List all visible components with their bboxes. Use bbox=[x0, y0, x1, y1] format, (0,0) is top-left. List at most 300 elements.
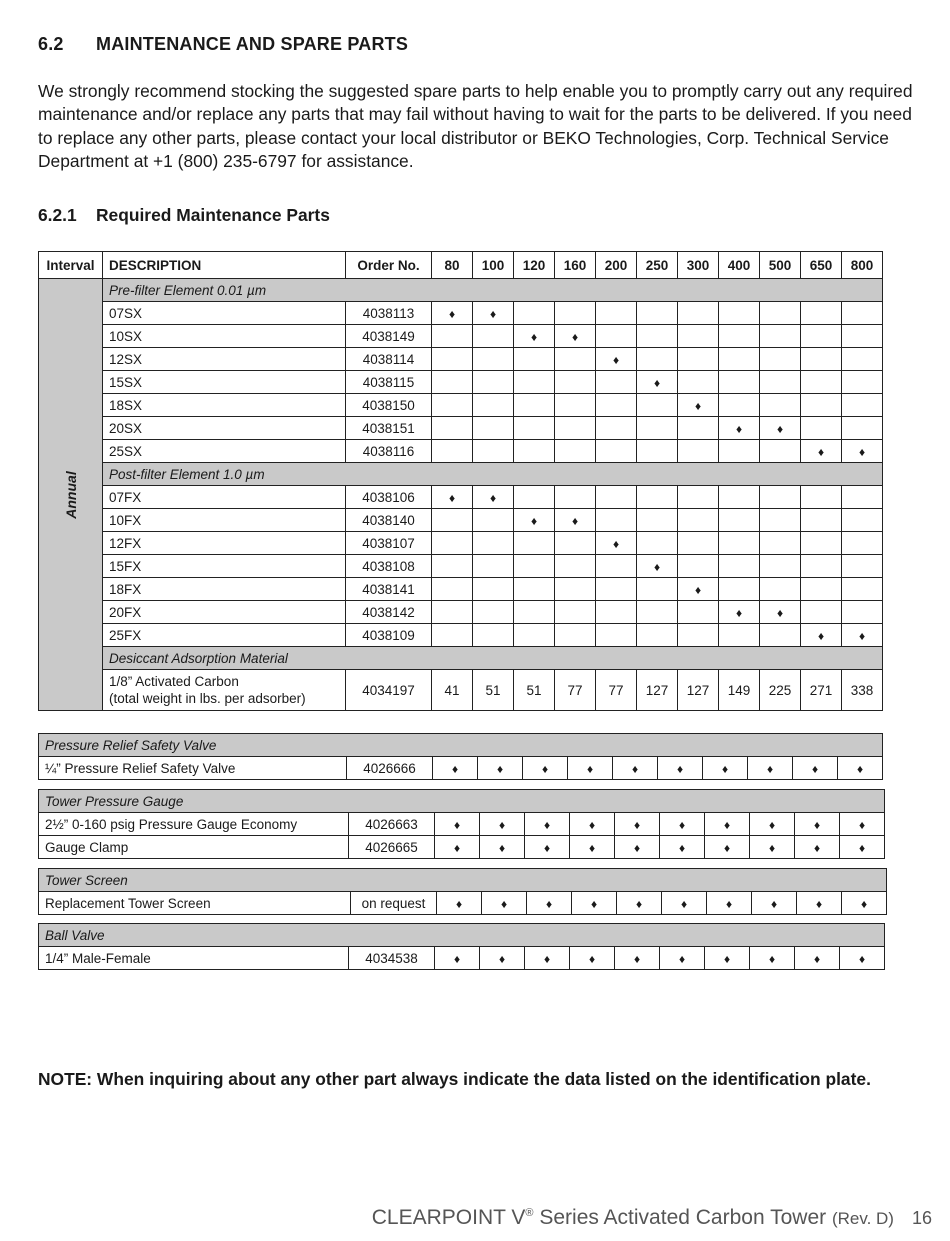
order-number: 4026663 bbox=[349, 813, 435, 836]
model-cell bbox=[555, 348, 596, 371]
group-row bbox=[39, 869, 887, 892]
subsection-heading bbox=[38, 205, 330, 226]
diamond-marker-icon: ♦ bbox=[500, 896, 508, 911]
model-cell bbox=[432, 440, 473, 463]
model-cell bbox=[637, 624, 678, 647]
model-cell bbox=[842, 371, 883, 394]
model-cell bbox=[637, 417, 678, 440]
model-cell bbox=[596, 486, 637, 509]
diamond-marker-icon: ♦ bbox=[858, 840, 866, 855]
model-cell bbox=[750, 836, 795, 859]
model-cell bbox=[842, 578, 883, 601]
diamond-marker-icon: ♦ bbox=[766, 761, 774, 776]
model-cell bbox=[660, 947, 705, 970]
table-row bbox=[39, 417, 883, 440]
model-cell bbox=[432, 486, 473, 509]
parts-table bbox=[38, 789, 885, 859]
model-cell bbox=[842, 601, 883, 624]
model-cell bbox=[555, 302, 596, 325]
model-cell bbox=[514, 624, 555, 647]
model-cell bbox=[555, 486, 596, 509]
model-cell bbox=[637, 555, 678, 578]
subsection-title: Required Maintenance Parts bbox=[96, 205, 330, 225]
order-number: 4026666 bbox=[347, 757, 433, 780]
order-number: 4038149 bbox=[346, 325, 432, 348]
model-cell bbox=[719, 532, 760, 555]
diamond-marker-icon: ♦ bbox=[588, 951, 596, 966]
model-cell bbox=[801, 417, 842, 440]
model-cell bbox=[678, 394, 719, 417]
order-number: 4038107 bbox=[346, 532, 432, 555]
table-row bbox=[39, 394, 883, 417]
diamond-marker-icon: ♦ bbox=[455, 896, 463, 911]
model-cell bbox=[842, 325, 883, 348]
group-title: Pre-filter Element 0.01 µm bbox=[103, 279, 883, 302]
model-cell bbox=[523, 757, 568, 780]
model-cell bbox=[840, 813, 885, 836]
diamond-marker-icon: ♦ bbox=[861, 896, 868, 911]
model-cell bbox=[719, 371, 760, 394]
model-cell bbox=[555, 555, 596, 578]
model-cell bbox=[750, 813, 795, 836]
model-cell bbox=[678, 302, 719, 325]
diamond-marker-icon: ♦ bbox=[858, 628, 866, 643]
weight-value: 225 bbox=[760, 670, 801, 711]
model-cell bbox=[637, 601, 678, 624]
group-title: Pressure Relief Safety Valve bbox=[39, 734, 883, 757]
model-cell bbox=[637, 348, 678, 371]
model-cell bbox=[514, 440, 555, 463]
order-number: 4034197 bbox=[346, 670, 432, 711]
model-header-300: 300 bbox=[678, 252, 719, 279]
model-cell bbox=[514, 532, 555, 555]
weight-value: 77 bbox=[555, 670, 596, 711]
model-header-500: 500 bbox=[760, 252, 801, 279]
model-header-80: 80 bbox=[432, 252, 473, 279]
model-cell bbox=[480, 813, 525, 836]
weight-value: 51 bbox=[514, 670, 555, 711]
model-cell bbox=[801, 555, 842, 578]
model-cell bbox=[719, 325, 760, 348]
model-cell bbox=[719, 417, 760, 440]
model-cell bbox=[842, 302, 883, 325]
diamond-marker-icon: ♦ bbox=[813, 951, 821, 966]
order-number: on request bbox=[351, 892, 437, 915]
model-cell bbox=[678, 624, 719, 647]
model-cell bbox=[801, 509, 842, 532]
model-cell bbox=[840, 947, 885, 970]
diamond-marker-icon: ♦ bbox=[612, 536, 620, 551]
model-cell bbox=[437, 892, 482, 915]
model-cell bbox=[432, 302, 473, 325]
diamond-marker-icon: ♦ bbox=[725, 896, 733, 911]
model-cell bbox=[760, 509, 801, 532]
parts-table bbox=[38, 733, 883, 780]
model-cell bbox=[760, 532, 801, 555]
model-cell bbox=[760, 578, 801, 601]
model-cell bbox=[615, 813, 660, 836]
model-cell bbox=[705, 813, 750, 836]
model-cell bbox=[719, 509, 760, 532]
model-cell bbox=[480, 836, 525, 859]
model-cell bbox=[842, 555, 883, 578]
part-description: ¼” Pressure Relief Safety Valve bbox=[39, 757, 347, 780]
model-cell bbox=[678, 555, 719, 578]
model-cell bbox=[801, 440, 842, 463]
diamond-marker-icon: ♦ bbox=[856, 761, 864, 776]
model-cell bbox=[473, 417, 514, 440]
model-cell bbox=[637, 578, 678, 601]
model-cell bbox=[752, 892, 797, 915]
model-cell bbox=[637, 371, 678, 394]
table-row bbox=[39, 836, 885, 859]
table-row bbox=[39, 578, 883, 601]
diamond-marker-icon: ♦ bbox=[680, 896, 688, 911]
table-header-row bbox=[39, 252, 883, 279]
weight-value: 338 bbox=[842, 670, 883, 711]
model-cell bbox=[596, 555, 637, 578]
diamond-marker-icon: ♦ bbox=[571, 513, 579, 528]
model-cell bbox=[719, 486, 760, 509]
model-cell bbox=[432, 509, 473, 532]
order-number: 4038116 bbox=[346, 440, 432, 463]
model-header-160: 160 bbox=[555, 252, 596, 279]
model-cell bbox=[555, 601, 596, 624]
diamond-marker-icon: ♦ bbox=[735, 605, 743, 620]
table-row bbox=[39, 670, 883, 711]
diamond-marker-icon: ♦ bbox=[776, 605, 784, 620]
diamond-marker-icon: ♦ bbox=[453, 817, 461, 832]
model-header-800: 800 bbox=[842, 252, 883, 279]
model-cell bbox=[596, 601, 637, 624]
model-cell bbox=[570, 947, 615, 970]
model-cell bbox=[615, 947, 660, 970]
footer-registered-mark: ® bbox=[525, 1207, 534, 1219]
maintenance-parts-table bbox=[38, 251, 883, 711]
footer bbox=[372, 1206, 932, 1230]
table-row bbox=[39, 813, 885, 836]
group-title: Tower Screen bbox=[39, 869, 887, 892]
model-cell bbox=[473, 578, 514, 601]
model-cell bbox=[703, 757, 748, 780]
diamond-marker-icon: ♦ bbox=[453, 840, 461, 855]
weight-value: 127 bbox=[678, 670, 719, 711]
part-description: 25FX bbox=[103, 624, 346, 647]
parts-table bbox=[38, 868, 887, 915]
weight-value: 149 bbox=[719, 670, 760, 711]
model-cell bbox=[801, 394, 842, 417]
model-cell bbox=[719, 348, 760, 371]
model-cell bbox=[637, 394, 678, 417]
model-cell bbox=[555, 394, 596, 417]
diamond-marker-icon: ♦ bbox=[735, 421, 743, 436]
group-row bbox=[39, 463, 883, 486]
section-title: MAINTENANCE AND SPARE PARTS bbox=[96, 34, 409, 54]
model-cell bbox=[637, 486, 678, 509]
model-cell bbox=[719, 555, 760, 578]
diamond-marker-icon: ♦ bbox=[768, 817, 776, 832]
model-cell bbox=[705, 836, 750, 859]
model-cell bbox=[432, 555, 473, 578]
model-cell bbox=[760, 371, 801, 394]
model-cell bbox=[568, 757, 613, 780]
group-row bbox=[39, 790, 885, 813]
diamond-marker-icon: ♦ bbox=[723, 817, 731, 832]
diamond-marker-icon: ♦ bbox=[543, 951, 551, 966]
model-cell bbox=[678, 532, 719, 555]
part-description: 20FX bbox=[103, 601, 346, 624]
diamond-marker-icon: ♦ bbox=[858, 444, 866, 459]
diamond-marker-icon: ♦ bbox=[817, 628, 825, 643]
model-cell bbox=[797, 892, 842, 915]
diamond-marker-icon: ♦ bbox=[694, 582, 702, 597]
model-cell bbox=[678, 325, 719, 348]
group-row bbox=[39, 279, 883, 302]
model-cell bbox=[432, 601, 473, 624]
diamond-marker-icon: ♦ bbox=[676, 761, 684, 776]
model-cell bbox=[432, 348, 473, 371]
table-row bbox=[39, 440, 883, 463]
diamond-marker-icon: ♦ bbox=[498, 840, 506, 855]
diamond-marker-icon: ♦ bbox=[633, 951, 641, 966]
part-description: 07FX bbox=[103, 486, 346, 509]
model-cell bbox=[473, 509, 514, 532]
model-cell bbox=[473, 624, 514, 647]
model-cell bbox=[678, 486, 719, 509]
part-description: 12FX bbox=[103, 532, 346, 555]
diamond-marker-icon: ♦ bbox=[530, 329, 538, 344]
diamond-marker-icon: ♦ bbox=[543, 840, 551, 855]
model-header-200: 200 bbox=[596, 252, 637, 279]
model-cell bbox=[525, 813, 570, 836]
model-cell bbox=[760, 601, 801, 624]
diamond-marker-icon: ♦ bbox=[612, 352, 620, 367]
part-description: 12SX bbox=[103, 348, 346, 371]
model-cell bbox=[795, 947, 840, 970]
model-cell bbox=[527, 892, 572, 915]
footer-title-rest: Series Activated Carbon Tower bbox=[533, 1206, 832, 1229]
model-cell bbox=[435, 836, 480, 859]
description-header: DESCRIPTION bbox=[103, 252, 346, 279]
diamond-marker-icon: ♦ bbox=[768, 951, 776, 966]
diamond-marker-icon: ♦ bbox=[451, 761, 459, 776]
part-description: 20SX bbox=[103, 417, 346, 440]
model-cell bbox=[555, 509, 596, 532]
model-cell bbox=[473, 486, 514, 509]
model-cell bbox=[842, 892, 887, 915]
table-row bbox=[39, 892, 887, 915]
model-cell bbox=[473, 348, 514, 371]
order-number: 4026665 bbox=[349, 836, 435, 859]
table-row bbox=[39, 947, 885, 970]
model-cell bbox=[842, 348, 883, 371]
model-cell bbox=[596, 578, 637, 601]
model-cell bbox=[801, 601, 842, 624]
model-cell bbox=[478, 757, 523, 780]
weight-value: 127 bbox=[637, 670, 678, 711]
model-cell bbox=[432, 532, 473, 555]
model-cell bbox=[432, 371, 473, 394]
model-cell bbox=[514, 555, 555, 578]
order-number: 4034538 bbox=[349, 947, 435, 970]
model-cell bbox=[433, 757, 478, 780]
model-cell bbox=[570, 813, 615, 836]
model-cell bbox=[842, 509, 883, 532]
model-cell bbox=[555, 532, 596, 555]
model-cell bbox=[514, 417, 555, 440]
model-cell bbox=[555, 325, 596, 348]
parts-table bbox=[38, 923, 885, 970]
model-cell bbox=[432, 578, 473, 601]
model-cell bbox=[750, 947, 795, 970]
part-description: 10FX bbox=[103, 509, 346, 532]
diamond-marker-icon: ♦ bbox=[453, 951, 461, 966]
model-cell bbox=[596, 371, 637, 394]
part-description: 25SX bbox=[103, 440, 346, 463]
model-cell bbox=[760, 486, 801, 509]
part-description: 18SX bbox=[103, 394, 346, 417]
interval-header: Interval bbox=[39, 252, 103, 279]
part-description: 15SX bbox=[103, 371, 346, 394]
page-number: 16 bbox=[911, 1208, 932, 1228]
group-title: Post-filter Element 1.0 µm bbox=[103, 463, 883, 486]
weight-value: 271 bbox=[801, 670, 842, 711]
group-row bbox=[39, 924, 885, 947]
model-cell bbox=[514, 348, 555, 371]
model-cell bbox=[801, 532, 842, 555]
model-cell bbox=[719, 302, 760, 325]
diamond-marker-icon: ♦ bbox=[541, 761, 549, 776]
model-cell bbox=[719, 394, 760, 417]
part-description-line2: (total weight in lbs. per adsorber) bbox=[109, 691, 306, 706]
model-cell bbox=[678, 371, 719, 394]
model-cell bbox=[801, 578, 842, 601]
diamond-marker-icon: ♦ bbox=[723, 840, 731, 855]
weight-value: 77 bbox=[596, 670, 637, 711]
diamond-marker-icon: ♦ bbox=[723, 951, 731, 966]
model-cell bbox=[760, 325, 801, 348]
section-heading bbox=[38, 34, 408, 55]
order-number: 4038106 bbox=[346, 486, 432, 509]
model-cell bbox=[615, 836, 660, 859]
part-description bbox=[103, 670, 346, 711]
group-title: Ball Valve bbox=[39, 924, 885, 947]
model-cell bbox=[678, 348, 719, 371]
diamond-marker-icon: ♦ bbox=[776, 421, 784, 436]
weight-value: 41 bbox=[432, 670, 473, 711]
diamond-marker-icon: ♦ bbox=[768, 840, 776, 855]
model-cell bbox=[514, 302, 555, 325]
model-cell bbox=[514, 578, 555, 601]
model-cell bbox=[801, 302, 842, 325]
footer-title: CLEARPOINT V bbox=[371, 1206, 526, 1229]
model-cell bbox=[760, 348, 801, 371]
diamond-marker-icon: ♦ bbox=[653, 375, 661, 390]
model-cell bbox=[795, 836, 840, 859]
model-header-100: 100 bbox=[473, 252, 514, 279]
model-header-650: 650 bbox=[801, 252, 842, 279]
model-cell bbox=[719, 440, 760, 463]
model-cell bbox=[801, 371, 842, 394]
model-cell bbox=[555, 417, 596, 440]
model-cell bbox=[842, 440, 883, 463]
table-row bbox=[39, 348, 883, 371]
diamond-marker-icon: ♦ bbox=[635, 896, 643, 911]
model-cell bbox=[678, 440, 719, 463]
model-cell bbox=[660, 813, 705, 836]
diamond-marker-icon: ♦ bbox=[813, 817, 821, 832]
model-cell bbox=[555, 578, 596, 601]
model-cell bbox=[760, 440, 801, 463]
diamond-marker-icon: ♦ bbox=[815, 896, 823, 911]
model-cell bbox=[596, 325, 637, 348]
model-cell bbox=[660, 836, 705, 859]
model-cell bbox=[570, 836, 615, 859]
model-cell bbox=[514, 509, 555, 532]
group-row bbox=[39, 647, 883, 670]
table-row bbox=[39, 509, 883, 532]
table-row bbox=[39, 532, 883, 555]
model-cell bbox=[719, 601, 760, 624]
model-cell bbox=[596, 624, 637, 647]
model-cell bbox=[514, 601, 555, 624]
model-cell bbox=[760, 555, 801, 578]
diamond-marker-icon: ♦ bbox=[498, 951, 506, 966]
model-cell bbox=[480, 947, 525, 970]
diamond-marker-icon: ♦ bbox=[571, 329, 579, 344]
order-number: 4038114 bbox=[346, 348, 432, 371]
order-number: 4038142 bbox=[346, 601, 432, 624]
order-number: 4038115 bbox=[346, 371, 432, 394]
model-cell bbox=[795, 813, 840, 836]
part-description: 10SX bbox=[103, 325, 346, 348]
model-cell bbox=[435, 947, 480, 970]
model-cell bbox=[719, 578, 760, 601]
model-cell bbox=[525, 836, 570, 859]
order-number: 4038151 bbox=[346, 417, 432, 440]
diamond-marker-icon: ♦ bbox=[721, 761, 729, 776]
model-cell bbox=[482, 892, 527, 915]
group-title: Tower Pressure Gauge bbox=[39, 790, 885, 813]
model-cell bbox=[613, 757, 658, 780]
footer-revision: (Rev. D) bbox=[831, 1209, 894, 1228]
diamond-marker-icon: ♦ bbox=[633, 840, 641, 855]
model-cell bbox=[473, 532, 514, 555]
model-cell bbox=[719, 624, 760, 647]
part-description: 07SX bbox=[103, 302, 346, 325]
diamond-marker-icon: ♦ bbox=[678, 840, 686, 855]
model-cell bbox=[637, 325, 678, 348]
diamond-marker-icon: ♦ bbox=[448, 306, 456, 321]
model-cell bbox=[572, 892, 617, 915]
model-cell bbox=[617, 892, 662, 915]
model-cell bbox=[473, 601, 514, 624]
diamond-marker-icon: ♦ bbox=[770, 896, 778, 911]
table-row bbox=[39, 624, 883, 647]
diamond-marker-icon: ♦ bbox=[694, 398, 702, 413]
part-description-line1: 1/8” Activated Carbon bbox=[109, 674, 239, 689]
model-header-250: 250 bbox=[637, 252, 678, 279]
diamond-marker-icon: ♦ bbox=[678, 817, 686, 832]
diamond-marker-icon: ♦ bbox=[590, 896, 598, 911]
model-cell bbox=[637, 440, 678, 463]
section-number: 6.2 bbox=[38, 34, 64, 54]
diamond-marker-icon: ♦ bbox=[586, 761, 594, 776]
order-number: 4038113 bbox=[346, 302, 432, 325]
diamond-marker-icon: ♦ bbox=[498, 817, 506, 832]
order-number: 4038141 bbox=[346, 578, 432, 601]
model-cell bbox=[801, 486, 842, 509]
